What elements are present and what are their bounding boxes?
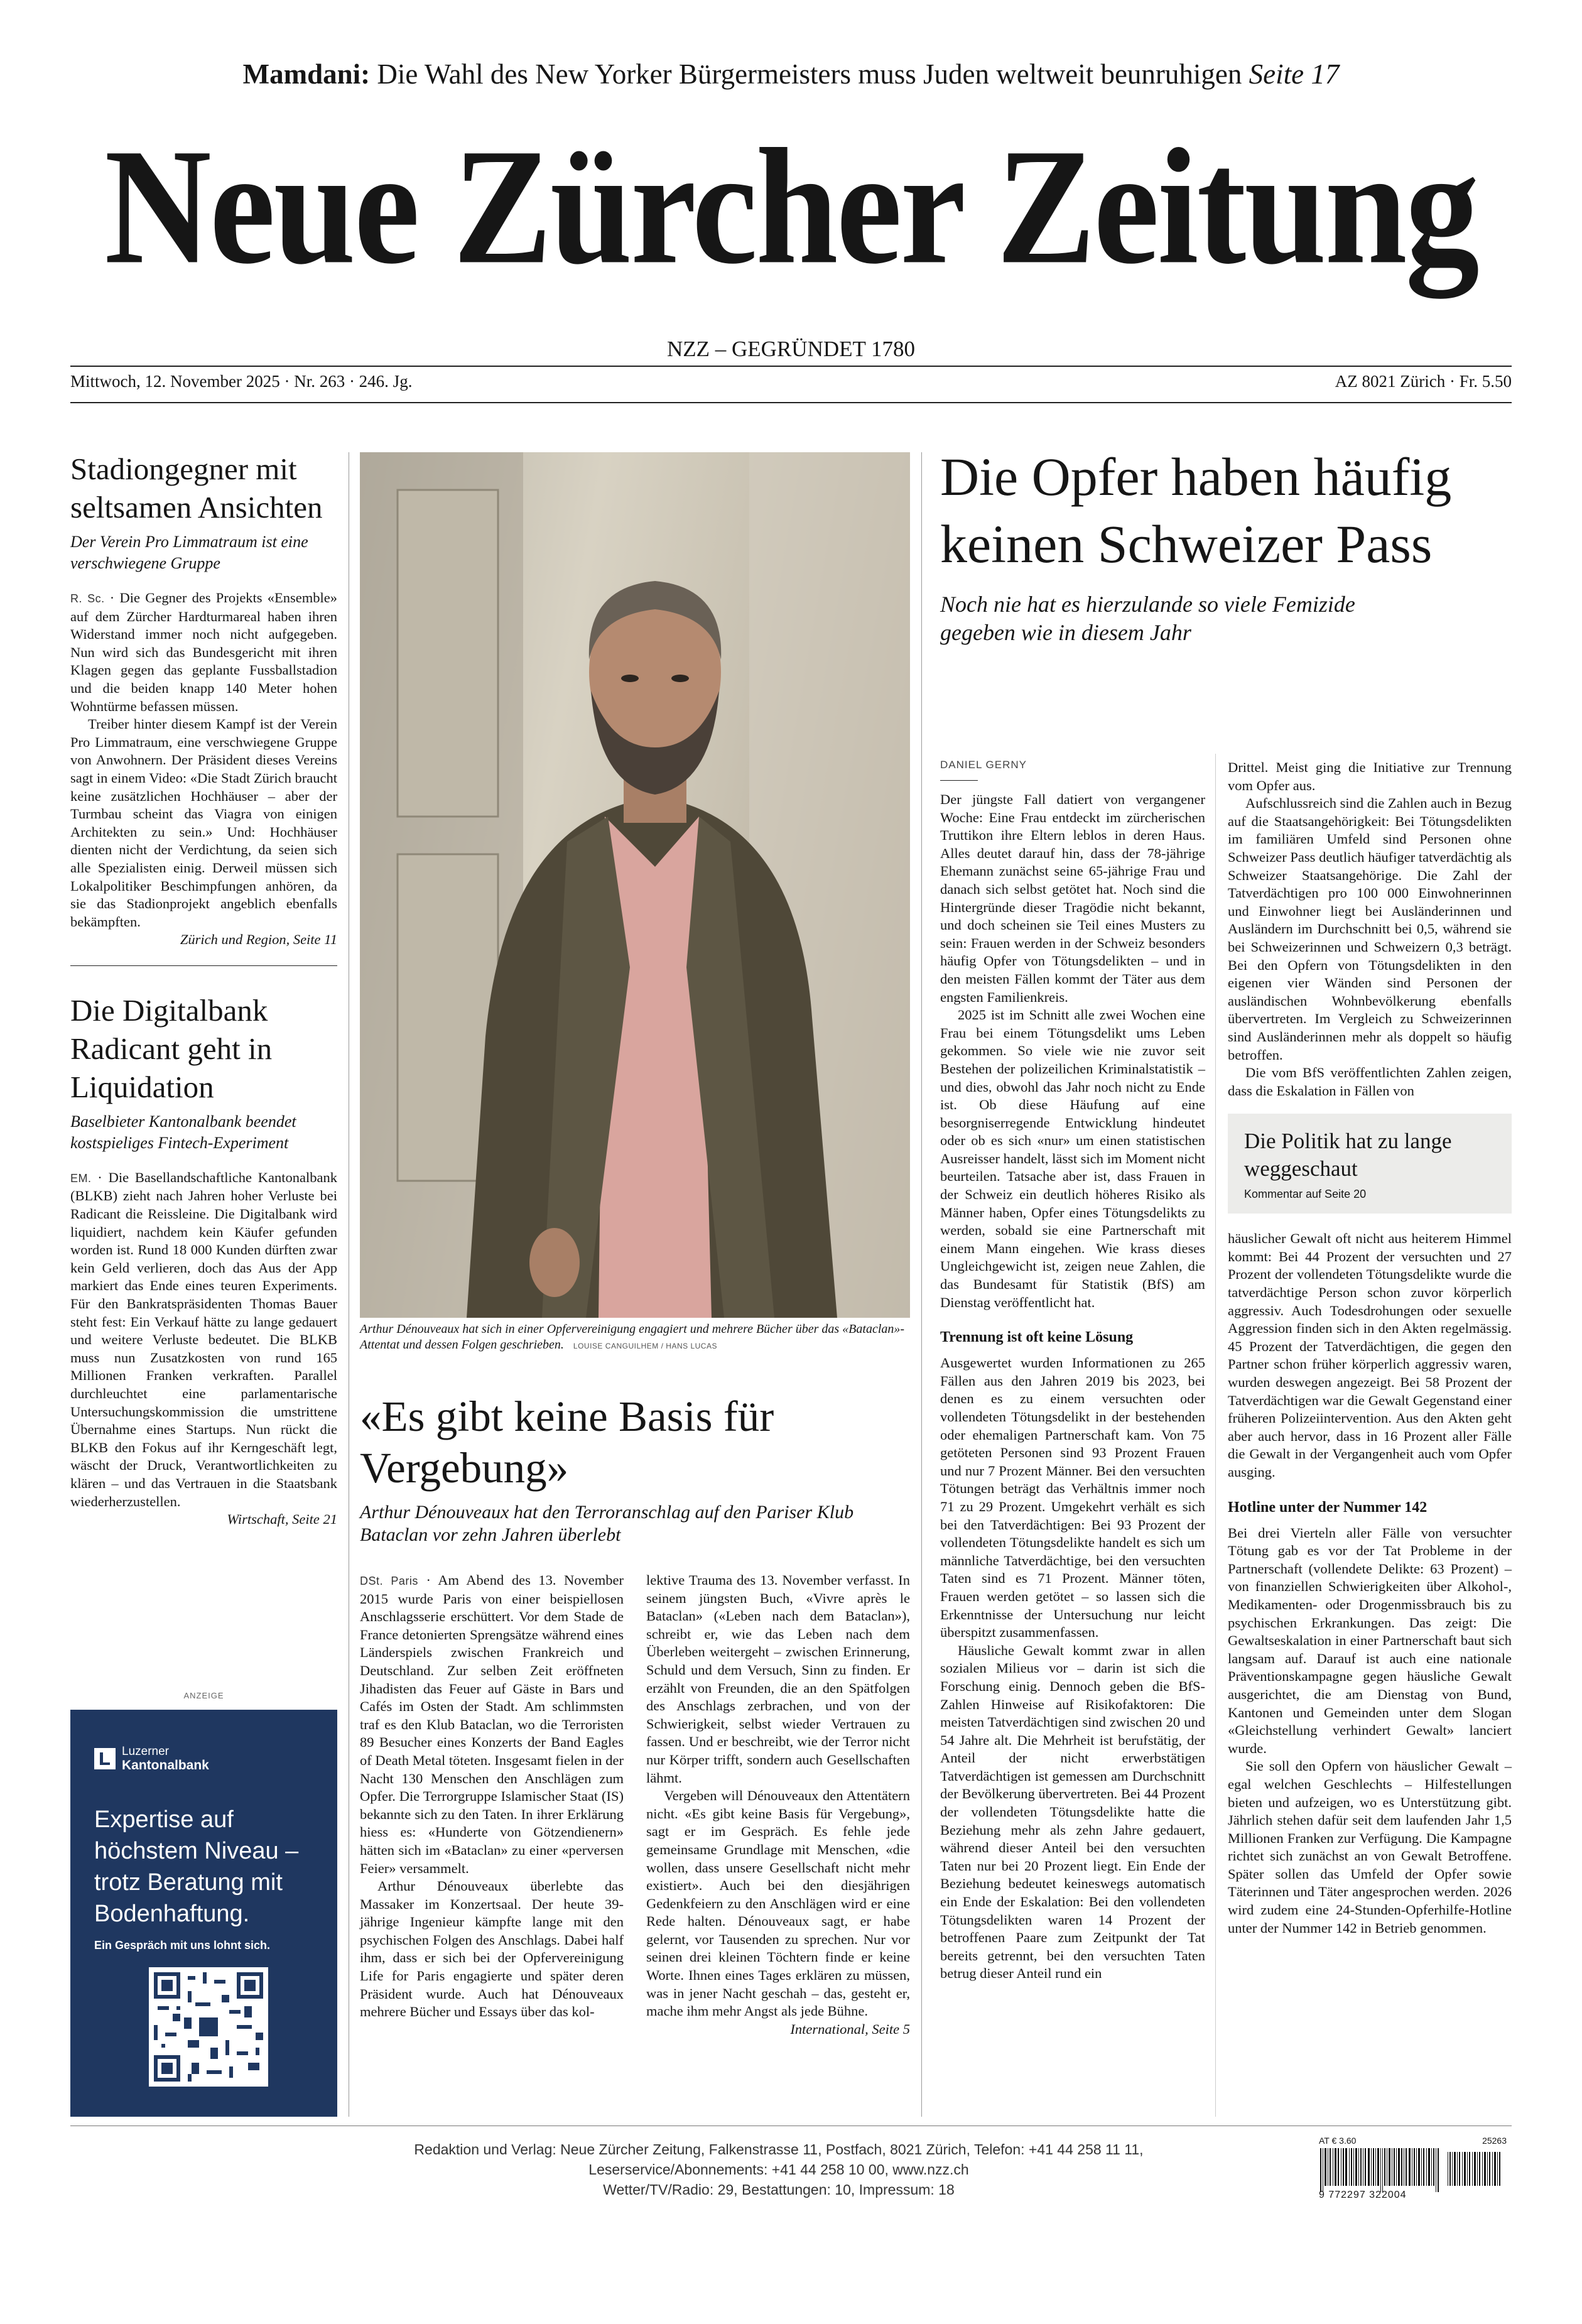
footer-imprint bbox=[327, 2139, 1231, 2200]
story-paragraph: Treiber hinter diesem Kampf ist der Verein Pro Limmatraum, eine verschwiegene Gruppe von Anwohnern. Der Präsident dieses Vereins sagt in einem Video: «Die Stadt Zürich braucht keine zusätzlichen Hochhäuser – aber der Turmbau scheint das Viagra von einigen Architekten zu sein.» Und: Hochhäuser dienten nicht der Verdichtung, da seien sich alle Spezialisten einig. Derweil müssen sich Lokalpolitiker Beschimpfungen anhören, da sie das Stadionprojekt angeblich ebenfalls bekämpften. bbox=[70, 716, 338, 930]
lead-story[interactable] bbox=[940, 443, 1512, 685]
story-stadion[interactable]: Stadiongegner mit seltsamen Ansichten Der Verein Pro Limmatraum ist eine verschwiegene Gruppe R. Sc. · Die Gegner des Projekts «Ensemble» auf dem Zürcher Hardturmareal haben ihren Widerstand immer noch nicht aufgegeben. Nun wird sich das Bundesgericht mit ihren Klagen gegen das geplante Fussballstadion und die beiden knapp 140 Meter hohen Wohntürme befassen müssen. Treiber hinter diesem Kampf ist der Verein Pro Limmatraum, eine verschwiegene Gruppe von Anwohnern. Der Präsident dieses Vereins sagt in einem Video: «Die Stadt Zürich braucht keine zusätzlichen Hochhäuser – aber der Turmbau scheint das Viagra von einigen Architekten zu sein.» Und: Hochhäuser dienten nicht der Verdichtung, da seien sich alle Spezialisten einig. Derweil müssen sich Lokalpolitiker Beschimpfungen anhören, da sie das Stadionprojekt angeblich ebenfalls bekämpften. Zürich und Region, Seite 11 bbox=[70, 450, 337, 949]
byline: R. Sc. bbox=[70, 592, 105, 605]
qr-code-icon bbox=[154, 1972, 263, 2082]
bank-name-1: Luzerner bbox=[122, 1745, 169, 1758]
story-paragraph: Ausgewertet wurden Informationen zu 265 Fällen aus den Jahren 2019 bis 2023, bei denen es zu einem versuchten oder vollendeten Tötungsdelikt in der bestehenden oder ehemaligen Partnerschaft kam. Von 75 getöteten Personen sind 93 Prozent Frauen und nur 7 Prozent Männer. Bei den versuchten Tötungen beträgt das Verhältnis immer noch 71 zu 29 Prozent. Umgekehrt verhält es sich bei den Tatverdächtigen: Bei 93 Prozent der vollendeten Tötungsdelikte handelt es sich um männliche Tatverdächtige, bei den versuchten Taten sind es 71 Prozent. Männer töten, Frauen werden getötet – so lassen sich die Erkenntnisse der Untersuchung nur leicht überspitzt zusammenfassen. bbox=[940, 1355, 1205, 1641]
lead-photo[interactable] bbox=[360, 452, 910, 1318]
story-deck: Der Verein Pro Limmatraum ist eine verschwiegene Gruppe bbox=[70, 533, 308, 572]
story-paragraph: Arthur Dénouveaux überlebte das Massaker im Konzertsaal. Der heute 39-jährige Ingenieur kämpfte lange mit den psychischen Folgen des Anschlags. Dabei half ihm, dass er sich bei der Opfervereinigung Life for Paris engagierte und später deren Präsident wurde. Auch hat Dénouveaux mehrere Bücher und Essays über das kol- bbox=[360, 1878, 624, 2020]
story-paragraph: Bei drei Vierteln aller Fälle von versuchter Tötung gab es vor der Tat Probleme in der Partnerschaft (vollendete Delikte: 63 Prozent) – von finanziellen Schwierigkeiten über Alkohol-, Medikamenten- oder Drogenmissbrauch bis zu psychischen Erkrankungen. Das zeigt: Die Gewaltseskalation in einer Partnerschaft baut sich langsam auf. Darauf ist auch eine nationale Präventionskampagne gegen häusliche Gewalt ausgerichtet, die am Dienstag von Bund, Kantonen und Gemeinden unter dem Slogan «Gleichstellung verhindert Gewalt» lanciert wurde. bbox=[1228, 1524, 1512, 1756]
story-deck: Arthur Dénouveaux hat den Terroranschlag auf den Pariser Klub Bataclan vor zehn Jahren überlebt bbox=[360, 1502, 854, 1545]
commentary-ref: Kommentar auf Seite 20 bbox=[1244, 1188, 1367, 1201]
bank-name-2: Kantonalbank bbox=[122, 1758, 209, 1773]
story-paragraph: Vergeben will Dénouveaux den Attentätern nicht. «Es gibt keine Basis für Vergebung», sagt er im Gespräch. Es fehle jede gemeinsame Grundlage mit Menschen, «die wollen, dass unsere Gesellschaft nicht mehr existiert». Auch bei den diesjährigen Gedenkfeiern zu den Anschlägen wird er eine Rede halten. Dénouveaux sagt, er habe gelernt, vor Tausenden zu sprechen. Nur vor seinen drei kleinen Töchtern finde er keine Worte. Ihnen eines Tages erklären zu müssen, was in jener Nacht geschah – das, gesteht er, mache ihm mehr Angst als jede Bühne. bbox=[646, 1788, 910, 2019]
footer-line: Wetter/TV/Radio: 29, Bestattungen: 10, Impressum: 18 bbox=[603, 2181, 955, 2198]
page-reference[interactable]: Wirtschaft, Seite 21 bbox=[227, 1511, 337, 1528]
lead-deck: Noch nie hat es hierzulande so viele Femizide gegeben wie in diesem Jahr bbox=[940, 592, 1355, 645]
barcode-icon bbox=[1319, 2148, 1507, 2192]
commentary-box[interactable] bbox=[1228, 1114, 1512, 1214]
subheading: Hotline unter der Nummer 142 bbox=[1228, 1499, 1428, 1516]
advertisement[interactable] bbox=[70, 1710, 337, 2117]
story-paragraph: häuslicher Gewalt oft nicht aus heiterem Himmel kommt: Bei 44 Prozent der versuchten und 27 Prozent der vollendeten Tötungsdelikte wurde die tatverdächtige Person schon zuvor körperlich aggressiv. Auch Todesdrohungen oder sexuelle Aggression finden sich in den Akten regelmässig. 45 Prozent der Tatverdächtigen, die gegen den Partner schon früher körperlich aggressiv waren, wurden deswegen angezeigt. Bei 58 Prozent der Tatverdächtigen war die Gewalt Gegenstand einer früheren Polizeiintervention. Aus den Akten geht aber auch hervor, dass in 16 Prozent aller Fälle die Gewalt in der Vergangenheit auch vom Opfer ausging. bbox=[1228, 1230, 1512, 1480]
barcode-number: 9 772297 322004 bbox=[1319, 2190, 1407, 2200]
subheading: Trennung ist oft keine Lösung bbox=[940, 1329, 1134, 1346]
price-line: AZ 8021 Zürich · Fr. 5.50 bbox=[1335, 372, 1512, 391]
footer-line: Redaktion und Verlag: Neue Zürcher Zeitung, Falkenstrasse 11, Postfach, 8021 Zürich, Telefon: +41 44 258 11 11, bbox=[414, 2141, 1144, 2158]
teaser-text: Die Wahl des New Yorker Bürgermeisters muss Juden weltweit beunruhigen bbox=[377, 58, 1242, 90]
story-paragraph: Die vom BfS veröffentlichten Zahlen zeigen, dass die Eskalation in Fällen von bbox=[1228, 1065, 1512, 1099]
bank-logo-icon bbox=[94, 1748, 116, 1769]
story-paragraph: Häusliche Gewalt kommt zwar in allen sozialen Milieus vor – darin ist sich die Forschung einig. Dennoch geben die BfS-Zahlen Hinweise auf Risikofaktoren: Die meisten Tatverdächtigen sind zwischen 20 und 54 Jahre alt. Die Mehrheit ist berufstätig, der Anteil der nicht erwerbstätigen Tatverdächtigen ist gemessen am Durchschnitt der Bevölkerung übervertreten. Bei 44 Prozent der vollendeten Tötungsdelikte hatte die Beziehung mehr als zehn Jahre gedauert, während dieser Anteil bei den versuchten Taten nur bei 20 Prozent liegt. Ein Ende der Beziehung bedeutet keineswegs automatisch ein Ende der Eskalation: Bei den vollendeten Tötungsdelikten waren 14 Prozent der betroffenen Paare zum Zeitpunkt der Tat bereits getrennt, bei den versuchten Taten betrug dieser Anteil rund ein bbox=[940, 1642, 1205, 1982]
barcode-block bbox=[1319, 2136, 1512, 2201]
story-paragraph: Aufschlussreich sind die Zahlen auch in Bezug auf die Staatsangehörigkeit: Bei Tötungsdelikten im familiären Umfeld sind Personen ohne Schweizer Pass deutlich häufiger tatverdächtig als Schweizer Staatsangehörige. Die Zahl der Tatverdächtigen pro 100 000 Einwohnerinnen und Einwohner liegt bei Ausländerinnen und Ausländern im Durchschnitt bei 0,5, während sie bei Schweizerinnen und Schweizern 0,3 beträgt. Bei den Opfern von Tötungsdelikten in den eigenen vier Wänden sind Personen der ausländischen Wohnbevölkerung ebenfalls übervertreten. Im Vergleich zu Schweizerinnen sind Ausländerinnen mehr als doppelt so häufig betroffen. bbox=[1228, 795, 1512, 1063]
photo-credit: LOUISE CANGUILHEM / HANS LUCAS bbox=[573, 1342, 717, 1350]
story-headline: «Es gibt keine Basis für Vergebung» bbox=[360, 1393, 774, 1492]
founded-line: NZZ – GEGRÜNDET 1780 bbox=[666, 337, 915, 361]
date-line: Mittwoch, 12. November 2025 · Nr. 263 · 246. Jg. bbox=[70, 372, 413, 391]
story-headline: Stadiongegner mit seltsamen Ansichten bbox=[70, 452, 323, 524]
story-paragraph: Die Gegner des Projekts «Ensemble» auf dem Zürcher Hardturmareal haben ihren Widerstand immer noch nicht aufgegeben. Nun wird sich das Bundesgericht mit ihren Klagen gegen das geplante Fussballstadion und die beiden knapp 140 Meter hohen Wohntürme befassen müssen. bbox=[70, 590, 337, 714]
story-paragraph: Die Basellandschaftliche Kantonalbank (BLKB) zieht nach Jahren hoher Verluste bei Radicant die Reissleine. Die Digitalbank wird liquidiert, nachdem kein Käufer gefunden worden ist. Rund 18 000 Kunden dürften zwar kein Geld verlieren, doch das Aus der App markiert das Ende eines teuren Experiments. Für den Bankratspräsidenten Thomas Bauer steht fest: Ein Verkauf hätte zu lange gedauert und weitere Verluste bedeutet. Die BLKB muss nun Zusatzkosten von rund 165 Millionen Franken verkraften. Parallel durchleuchtet eine parlamentarische Untersuchungskommission die umstrittene Übernahme eines Startups. Nun rückt die BLKB den Fokus auf ihr Kerngeschäft legt, wäscht der Druck, Verantwortlichkeiten zu klären – und das Vertrauen in die Staatsbank wiederherzustellen. bbox=[70, 1169, 338, 1509]
ad-cta[interactable]: Ein Gespräch mit uns lohnt sich. bbox=[94, 1939, 271, 1952]
page-reference[interactable]: International, Seite 5 bbox=[790, 2021, 910, 2037]
lead-headline: Die Opfer haben häufig keinen Schweizer Pass bbox=[940, 447, 1452, 574]
story-paragraph: 2025 ist im Schnitt alle zwei Wochen eine Frau bei einem Tötungsdelikt ums Leben gekommen. So viele wie nie zuvor seit Bestehen der polizeilichen Kriminalstatistik – und dies, obwohl das Jahr noch nicht zu Ende ist. Ob diese Häufung auf eine besorgniserregende Entwicklung hindeutet oder ob es sich «nur» um einen statistischen Ausreisser handelt, lässt sich im Moment nicht beurteilen. Tatsache aber ist, dass Frauen in der Schweiz ein deutlich höheres Risiko als Männer haben, Opfer eines Tötungsdelikts zu werden, sobald sie eine Partnerschaft mit einem Mann eingehen. Wie krass dieses Ungleichgewicht ist, zeigen neue Zahlen, die das Bundesamt für Statistik (BfS) am Dienstag veröffentlicht hat. bbox=[940, 1007, 1205, 1310]
commentary-title: Die Politik hat zu lange weggeschaut bbox=[1244, 1129, 1452, 1181]
story-paragraph: Am Abend des 13. November 2015 wurde Paris von einer beispiellosen Anschlagsserie erschüttert. Vor dem Stade de France detonierten Sprengsätze während eines Länderspiels zwischen Frankreich und Deutschland. Zur selben Zeit eröffneten Jihadisten das Feuer auf Gäste in Bars und Cafés im Osten der Stadt. Am schlimmsten traf es den Klub Bataclan, wo die Terroristen 89 Besucher eines Konzerts der Band Eagles of Death Metal töteten. Insgesamt fielen in der Nacht 130 Menschen den Anschlägen zum Opfer. Die Terrorgruppe Islamischer Staat (IS) bekannte sich zu den Taten. In ihrer Erklärung hiess es: «Hunderte von Götzendienern» hätten sich im «Bataclan» zu einer «perversen Feier» versammelt. bbox=[360, 1572, 624, 1876]
teaser-label: Mamdani: bbox=[242, 58, 371, 90]
story-paragraph: Der jüngste Fall datiert von vergangener Woche: Eine Frau entdeckt im zürcherischen Truttikon ihre Eltern leblos in deren Haus. Alles deutet darauf hin, dass der 78-jährige Ehemann zunächst seine 65-jährige Frau und danach sich selbst getötet hat. Noch sind die Hintergründe dieser Tragödie nicht bekannt, und doch scheinen sie Teil eines Musters zu sein: Frauen werden in der Schweiz besonders häufig Opfer von Tötungsdelikten – und in den meisten Fällen kommt der Täter aus dem engsten Familienkreis. bbox=[940, 791, 1205, 1005]
portrait-figure bbox=[360, 452, 910, 1318]
caption-text: Arthur Dénouveaux hat sich in einer Opfervereinigung engagiert und mehrere Bücher über das «Bataclan»-Attentat und dessen Folgen geschrieben. bbox=[360, 1322, 905, 1352]
teaser-page: Seite 17 bbox=[1249, 58, 1340, 90]
left-column bbox=[70, 450, 337, 1529]
author: DANIEL GERNY bbox=[940, 759, 1027, 771]
qr-code[interactable] bbox=[149, 1967, 268, 2087]
story-deck: Baselbieter Kantonalbank beendet kostspieliges Fintech-Experiment bbox=[70, 1112, 296, 1152]
ad-label: ANZEIGE bbox=[183, 1691, 224, 1700]
issue-code: 25263 bbox=[1482, 2136, 1507, 2146]
masthead-title: Neue Zürcher Zeitung bbox=[104, 115, 1478, 299]
price-at: AT € 3.60 bbox=[1319, 2136, 1357, 2146]
story-paragraph: lektive Trauma des 13. November verfasst. In seinem jüngsten Buch, «Vivre après le Bataclan» («Leben nach dem Bataclan»), schreibt er, wie das Leben nach dem Überleben weitergeht – zwischen Erinnerung, Schuld und dem Versuch, Sinn zu finden. Er erzählt von Freunden, die an den Spätfolgen des Anschlags zerbrachen, und von der Schwierigkeit, selbst wieder Vertrauen zu fassen. Und er beschreibt, wie der Terror nicht nur Körper trifft, sondern auch Gesellschaften lähmt. bbox=[646, 1572, 910, 1786]
story-paragraph: Drittel. Meist ging die Initiative zur Trennung vom Opfer aus. bbox=[1228, 759, 1512, 793]
page-reference[interactable]: Zürich und Region, Seite 11 bbox=[180, 931, 337, 948]
bank-logo bbox=[94, 1745, 209, 1773]
ad-claim: Expertise auf höchstem Niveau – trotz Beratung mit Bodenhaftung. bbox=[94, 1806, 299, 1927]
story-radicant[interactable]: Die Digitalbank Radicant geht in Liquidation Baselbieter Kantonalbank beendet kostspieliges Fintech-Experiment EM. · Die Basellandschaftliche Kantonalbank (BLKB) zieht nach Jahren hoher Verluste bei Radicant die Reissleine. Die Digitalbank wird liquidiert, nachdem kein Käufer gefunden worden ist. Rund 18 000 Kunden dürften zwar kein Geld verlieren, doch das Aus der App markiert das Ende eines teuren Experiments. Für den Bankratspräsidenten Thomas Bauer steht fest: Ein Verkauf hätte zu lange gedauert und weitere Verluste bedeutet. Die BLKB muss nun Zusatzkosten von rund 165 Millionen Franken verkraften. Parallel durchleuchtet eine parlamentarische Untersuchungskommission die umstrittene Übernahme eines Startups. Nun rückt die BLKB den Fokus auf ihr Kerngeschäft legt, wäscht der Druck, Verantwortlichkeiten zu klären – und das Vertrauen in die Staatsbank wiederherzustellen. Wirtschaft, Seite 21 bbox=[70, 991, 337, 1529]
byline: EM. bbox=[70, 1171, 92, 1185]
dateline: DSt. Paris bbox=[360, 1575, 418, 1587]
story-paragraph: Sie soll den Opfern von häuslicher Gewalt – egal welchen Geschlechts – Hilfestellungen bieten und aufzeigen, wo es Unterstützung gibt. Jährlich stehen dafür seit dem laufenden Jahr 1,5 Millionen Franken zur Verfügung. Die Kampagne richtet sich zunächst an von Gewalt Betroffene. Später sollen das Umfeld der Opfer sowie Täterinnen und Täter angesprochen werden. 2026 wird zudem eine 24-Stunden-Opferhilfe-Hotline unter der Nummer 142 in Betrieb genommen. bbox=[1228, 1758, 1512, 1936]
story-headline: Die Digitalbank Radicant geht in Liquidation bbox=[70, 992, 273, 1104]
interview-story[interactable]: «Es gibt keine Basis für Vergebung» Arthur Dénouveaux hat den Terroranschlag auf den Pariser Klub Bataclan vor zehn Jahren überlebt DSt. Paris · Am Abend des 13. November 2015 wurde Paris von einer beispiellosen Anschlagsserie erschüttert. Vor dem Stade de France detonierten Sprengsätze während eines Länderspiels zwischen Frankreich und Deutschland. Zur selben Zeit eröffneten Jihadisten das Feuer auf Gäste in Bars und Cafés im Osten der Stadt. Am schlimmsten traf es den Klub Bataclan, wo die Terroristen 89 Besucher eines Konzerts der Band Eagles of Death Metal töteten. Insgesamt fielen in der Nacht 130 Menschen den Anschlägen zum Opfer. Die Terrorgruppe Islamischer Staat (IS) bekannte sich zu den Taten. In ihrer Erklärung hiess es: «Hunderte von Götzendienern» hätten sich im «Bataclan» zu einer «perversen Feier» versammelt. Arthur Dénouveaux überlebte das Massaker im Konzertsaal. Der heute 39-jährige Ingenieur kämpfte lange mit den psychischen Folgen des Anschlags. Dabei half ihm, dass er sich bei der Opfervereinigung Life for Paris engagierte und später deren Präsident wurde. Auch hat Dénouveaux mehrere Bücher und Essays über das kol- lektive Trauma des 13. November verfasst. In seinem jüngsten Buch, «Vivre après le Bataclan» («Leben nach dem Bataclan»), schreibt er, wie das Leben nach dem Überleben weitergeht – zwischen Erinnerung, Schuld und dem Versuch, Sinn zu finden. Er erzählt von Freunden, die an den Spätfolgen des Anschlags zerbrachen, und von der Schwierigkeit, selbst wieder Vertrauen zu fassen. Und er beschreibt, wie der Terror nicht nur Körper trifft, sondern auch Gesellschaften lähmt. Vergeben will Dénouveaux den Attentätern nicht. «Es gibt keine Basis für Vergebung», sagt er im Gespräch. Es fehle jede gemeinsame Grundlage mit Menschen, «die wollen, dass unsere Gesellschaft nicht mehr existiert». Auch bei den diesjährigen Gedenkfeiern zu den Anschlägen wird er eine Rede halten. Dénouveaux sagt, er habe gelernt, vor Tausenden zu sprechen. Nur vor seinen drei kleinen Töchtern finde er keine Worte. Ihnen eines Tages erklären zu müssen, was in jener Nacht geschah – das, gesteht er, mache ihm mehr Angst als jede Bühne. International, Seite 5 bbox=[360, 1391, 910, 2038]
photo-caption bbox=[360, 1322, 910, 1354]
top-teaser[interactable] bbox=[0, 58, 1582, 90]
footer-line: Leserservice/Abonnements: +41 44 258 10 00, www.nzz.ch bbox=[588, 2161, 969, 2178]
